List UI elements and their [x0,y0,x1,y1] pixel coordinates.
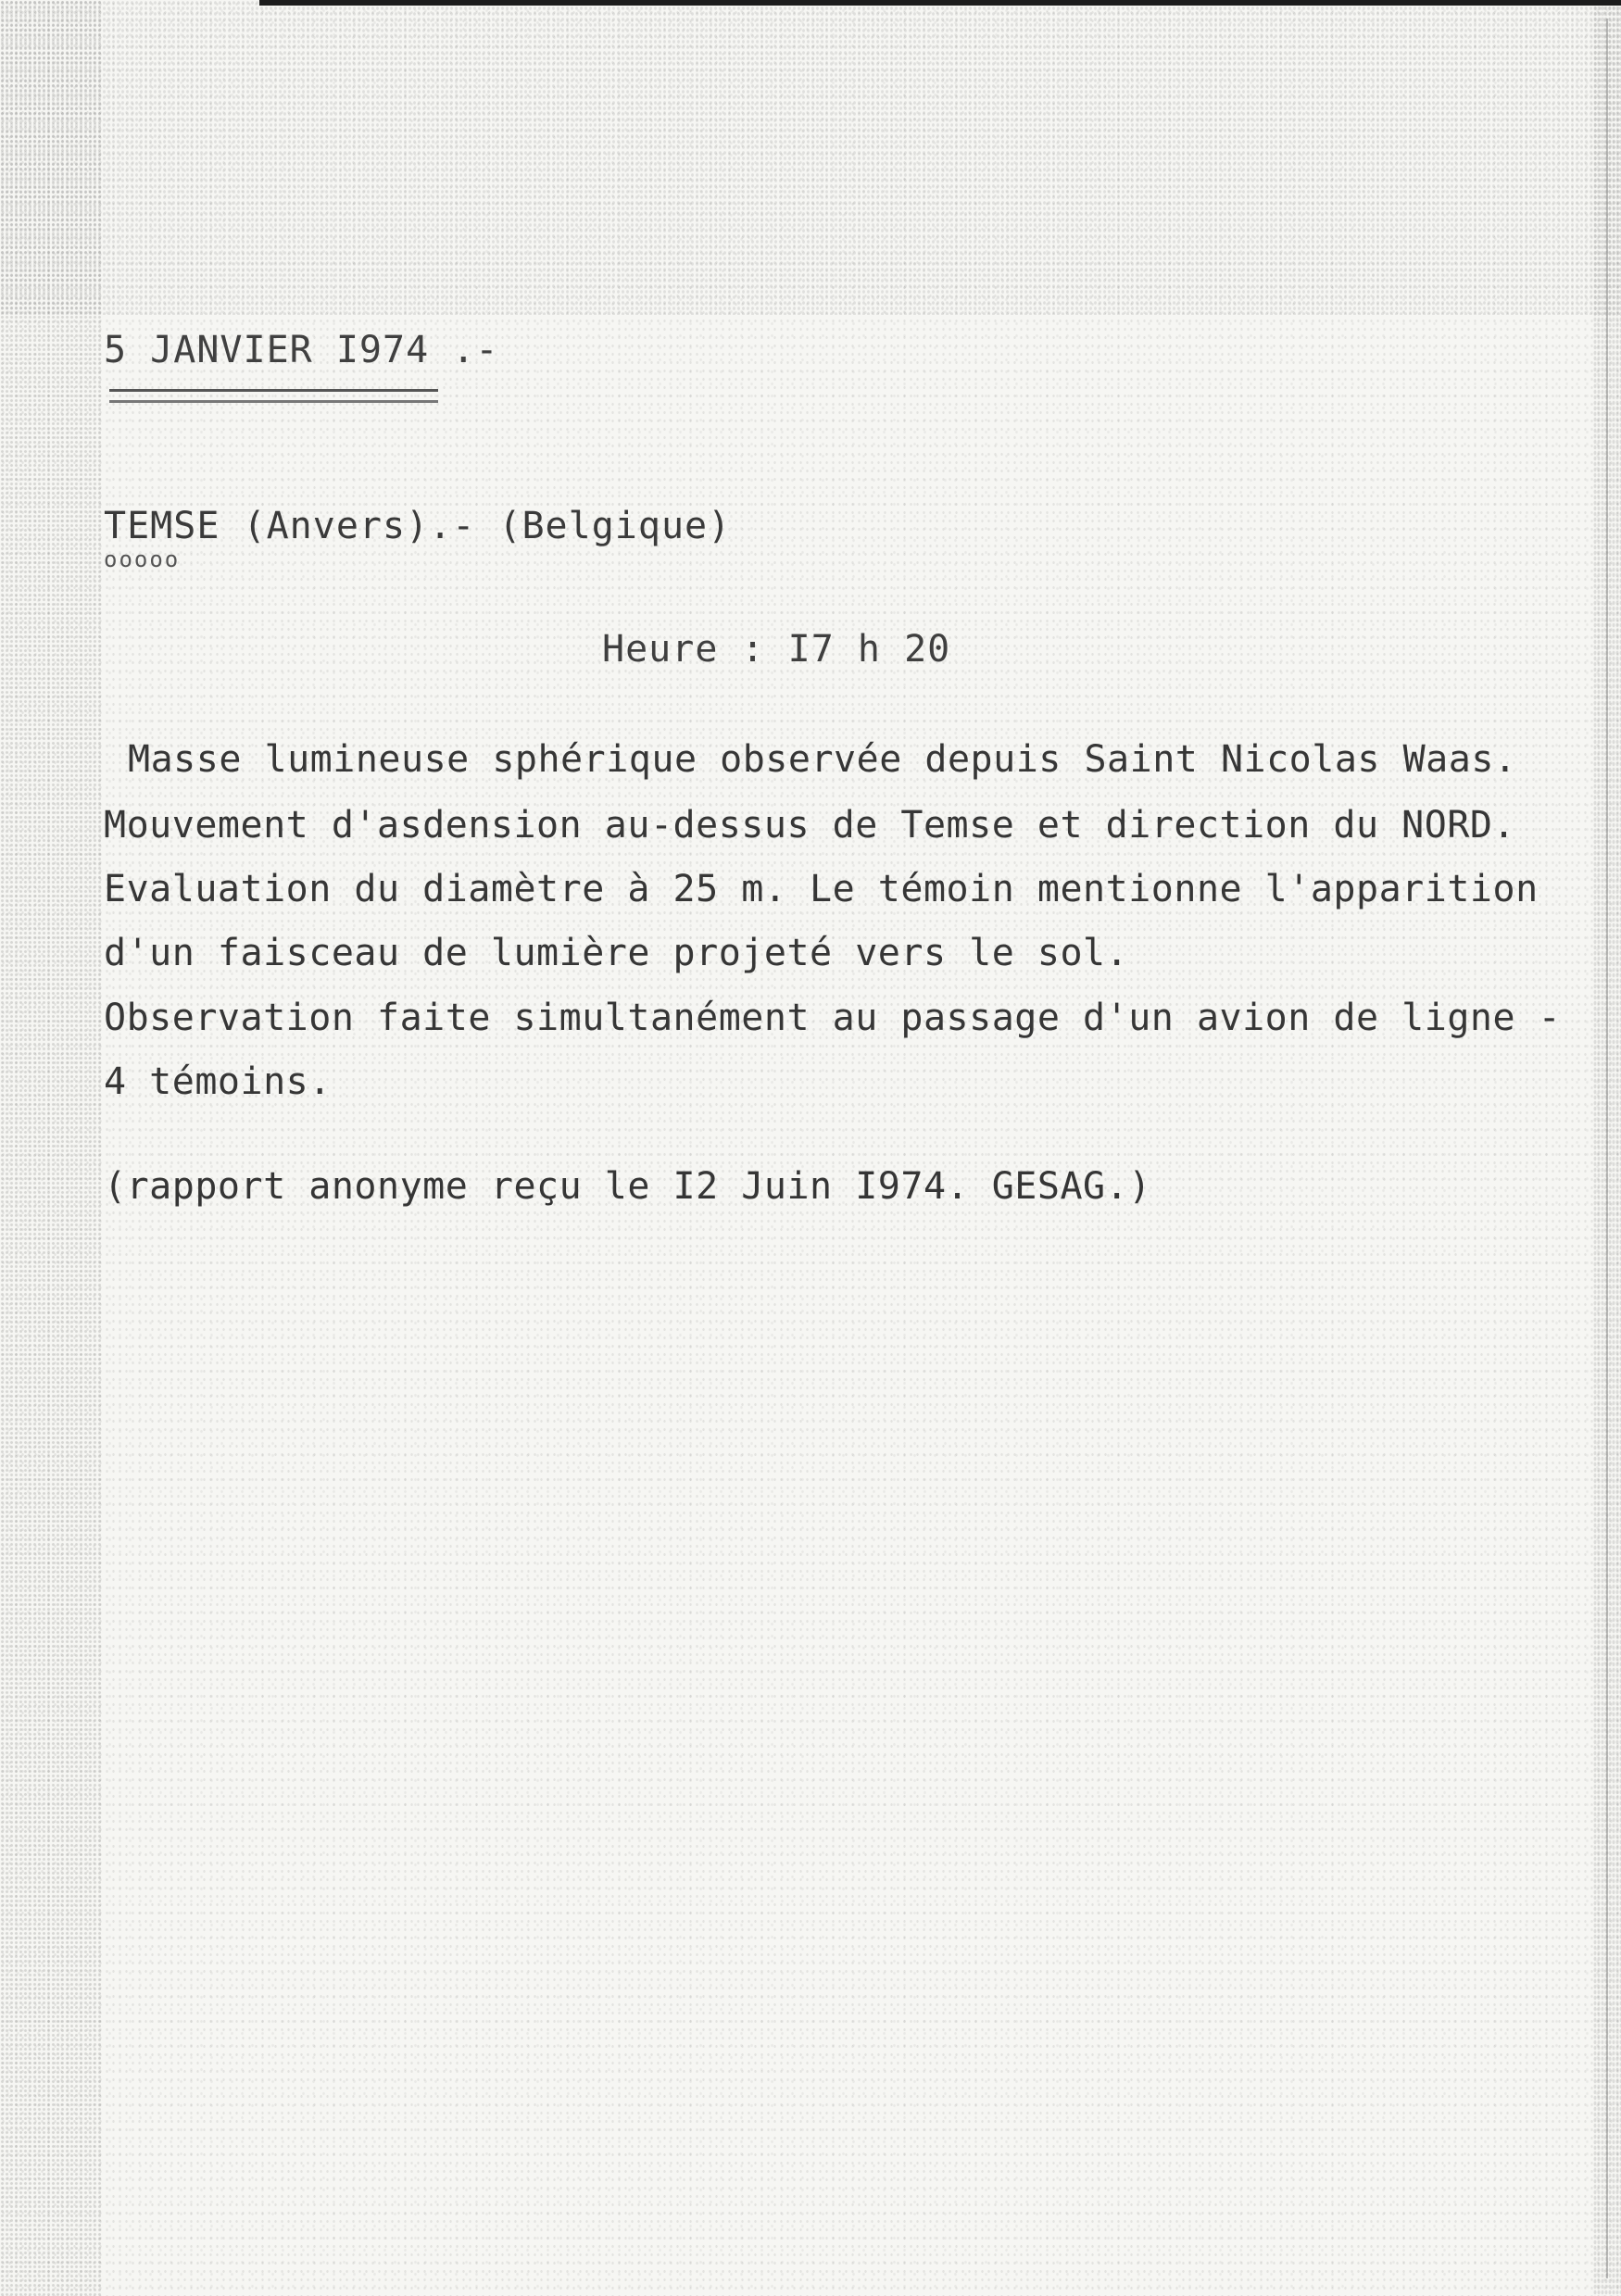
scan-noise-top [0,0,1621,315]
body-line: 4 témoins. [104,1060,332,1103]
date-heading: 5 JANVIER I974 .- [104,329,499,371]
body-line: Mouvement d'asdension au-dessus de Temse et direction du NORD. [104,804,1516,847]
location-heading: TEMSE (Anvers).- (Belgique) [104,505,732,547]
scan-top-edge [259,0,1621,6]
body-line: Masse lumineuse sphérique observée depuis Saint Nicolas Waas. [128,738,1517,781]
scan-right-edge [1606,19,1608,2278]
body-line: Observation faite simultanément au passage d'un avion de ligne - [104,997,1562,1039]
time-line: Heure : I7 h 20 [602,628,951,671]
scan-noise-left [0,0,102,2296]
date-underline [109,389,438,403]
source-note: (rapport anonyme reçu le I2 Juin I974. GESAG.) [104,1165,1151,1208]
body-line: Evaluation du diamètre à 25 m. Le témoin mentionne l'apparition [104,868,1539,910]
body-line: d'un faisceau de lumière projeté vers le sol. [104,932,1129,974]
location-underline: ooooo [104,546,181,572]
